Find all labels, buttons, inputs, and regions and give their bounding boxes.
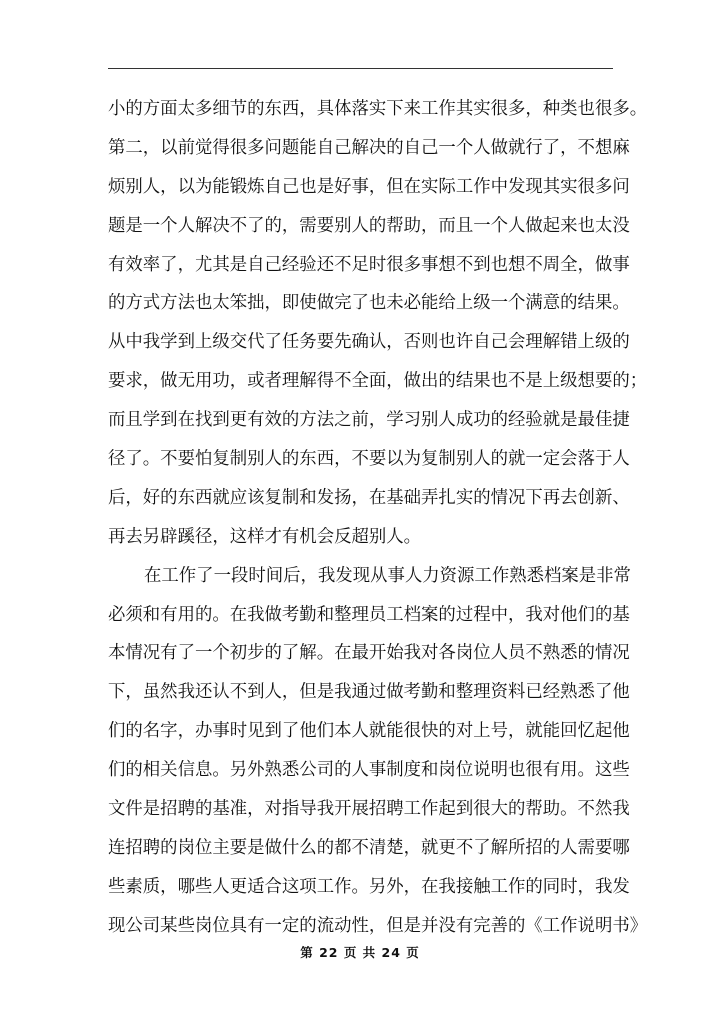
text-line: 小的方面太多细节的东西，具体落实下来工作其实很多，种类也很多。 bbox=[108, 99, 648, 119]
text-line: 要求，做无用功，或者理解得不全面，做出的结果也不是上级想要的； bbox=[108, 371, 648, 392]
text-line: 题是一个人解决不了的，需要别人的帮助，而且一个人做起来也太没 bbox=[108, 215, 630, 236]
text-line: 后，好的东西就应该复制和发扬，在基础弄扎实的情况下再去创新、 bbox=[108, 487, 630, 508]
text-line: 的方式方法也太笨拙，即使做完了也未必能给上级一个满意的结果。 bbox=[108, 293, 630, 314]
paragraph-start-line: 在工作了一段时间后，我发现从事人力资源工作熟悉档案是非常 bbox=[144, 565, 631, 586]
text-line: 们的名字，办事时见到了他们本人就能很快的对上号，就能回忆起他 bbox=[108, 721, 630, 742]
text-line: 有效率了，尤其是自己经验还不足时很多事想不到也想不周全，做事 bbox=[108, 254, 630, 275]
text-line: 现公司某些岗位具有一定的流动性，但是并没有完善的《工作说明书》 bbox=[108, 915, 648, 936]
text-line: 而且学到在找到更有效的方法之前，学习别人成功的经验就是最佳捷 bbox=[108, 410, 630, 431]
text-line: 们的相关信息。另外熟悉公司的人事制度和岗位说明也很有用。这些 bbox=[108, 760, 630, 781]
paragraph-end-line: 再去另辟蹊径，这样才有机会反超别人。 bbox=[108, 526, 422, 547]
text-line: 下，虽然我还认不到人，但是我通过做考勤和整理资料已经熟悉了他 bbox=[108, 682, 630, 703]
text-line: 第二，以前觉得很多问题能自己解决的自己一个人做就行了，不想麻 bbox=[108, 137, 630, 158]
text-line: 本情况有了一个初步的了解。在最开始我对各岗位人员不熟悉的情况 bbox=[108, 643, 630, 664]
header-rule bbox=[108, 68, 613, 69]
text-line: 必须和有用的。在我做考勤和整理员工档案的过程中，我对他们的基 bbox=[108, 604, 630, 625]
text-line: 连招聘的岗位主要是做什么的都不清楚，就更不了解所招的人需要哪 bbox=[108, 837, 630, 858]
text-line: 些素质，哪些人更适合这项工作。另外，在我接触工作的同时，我发 bbox=[108, 876, 630, 897]
text-line: 从中我学到上级交代了任务要先确认，否则也许自己会理解错上级的 bbox=[108, 332, 630, 353]
page-footer bbox=[0, 943, 720, 961]
text-line: 文件是招聘的基准，对指导我开展招聘工作起到很大的帮助。不然我 bbox=[108, 799, 630, 820]
text-line: 径了。不要怕复制别人的东西，不要以为复制别人的就一定会落于人 bbox=[108, 449, 630, 470]
page-number-text: 第 22 页 共 24 页 bbox=[300, 945, 420, 960]
document-body bbox=[108, 90, 648, 946]
text-line: 烦别人，以为能锻炼自己也是好事，但在实际工作中发现其实很多问 bbox=[108, 176, 630, 197]
